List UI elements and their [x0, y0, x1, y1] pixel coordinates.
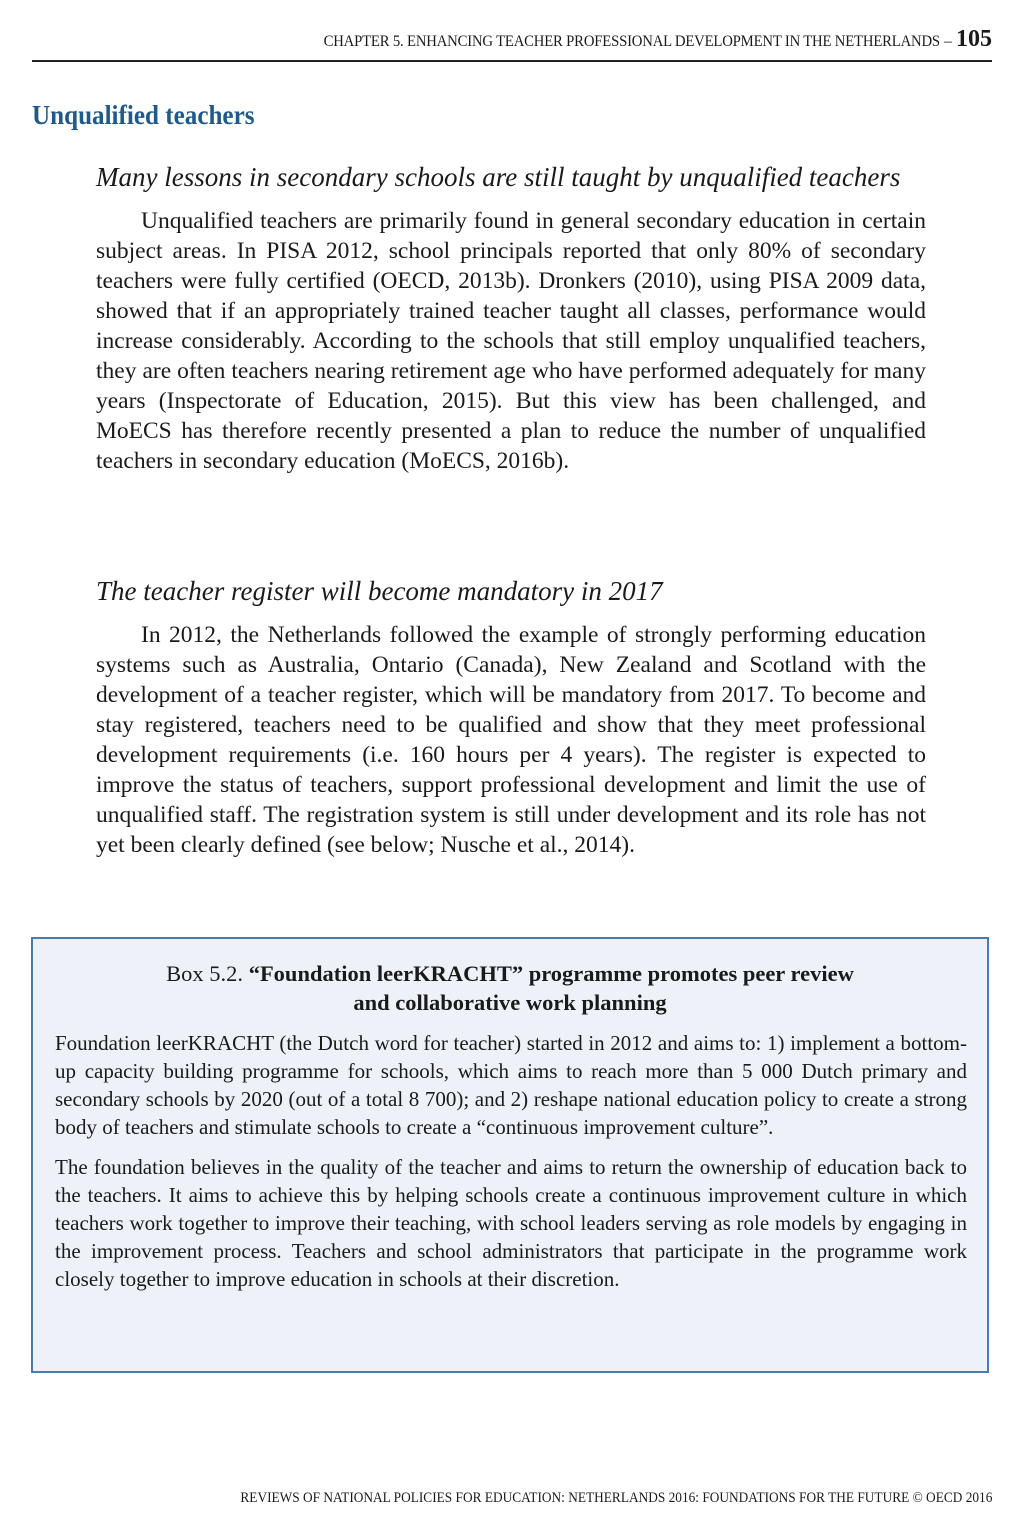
subsection-heading: The teacher register will become mandatory in 2017	[96, 576, 663, 606]
subsection-register	[96, 576, 926, 860]
box-title-line2: and collaborative work planning	[353, 990, 667, 1015]
box-title-line1: “Foundation leerKRACHT” programme promotes peer review	[248, 961, 854, 986]
subsection-unqualified	[96, 162, 926, 476]
box-paragraph: Foundation leerKRACHT (the Dutch word for teacher) started in 2012 and aims to: 1) implement a bottom-up capacity building programme for schools, which aims to reach more than 5 000 Dutch primary and secondary schools by 2020 (out of a total 8 700); and 2) reshape national education policy to create a strong body of teachers and stimulate schools to create a “continuous improvement culture”.	[55, 1031, 967, 1139]
body-paragraph: Unqualified teachers are primarily found in general secondary education in certain subject areas. In PISA 2012, school principals reported that only 80% of secondary teachers were fully certified (OECD, 2013b). Dronkers (2010), using PISA 2009 data, showed that if an appropriately trained teacher taught all classes, performance would increase considerably. According to the schools that still employ unqualified teachers, they are often teachers nearing retirement age who have performed adequately for many years (Inspectorate of Education, 2015). But this view has been challenged, and MoECS has therefore recently presented a plan to reduce the number of unqualified teachers in secondary education (MoECS, 2016b).	[96, 208, 926, 474]
page-number: 105	[956, 26, 992, 52]
header-separator: –	[940, 33, 956, 50]
subsection-heading: Many lessons in secondary schools are still taught by unqualified teachers	[96, 162, 901, 192]
section-title: Unqualified teachers	[32, 100, 255, 130]
box-5-2	[31, 937, 989, 1373]
box-paragraph: The foundation believes in the quality of the teacher and aims to return the ownership of education back to the teachers. It aims to achieve this by helping schools create a continuous improvement culture in which teachers work together to improve their teaching, with school leaders serving as role models by engaging in the improvement process. Teachers and school administrators that participate in the programme work closely together to improve education in schools at their discretion.	[55, 1155, 967, 1291]
running-header	[32, 26, 992, 62]
page-footer: REVIEWS OF NATIONAL POLICIES FOR EDUCATION: NETHERLANDS 2016: FOUNDATIONS FOR THE FUTURE © OECD 2016	[240, 1490, 992, 1506]
box-title	[33, 959, 987, 1017]
box-label: Box 5.2.	[166, 961, 249, 986]
chapter-title: CHAPTER 5. ENHANCING TEACHER PROFESSIONAL DEVELOPMENT IN THE NETHERLANDS	[323, 33, 940, 50]
body-paragraph: In 2012, the Netherlands followed the example of strongly performing education systems such as Australia, Ontario (Canada), New Zealand and Scotland with the development of a teacher register, which will be mandatory from 2017. To become and stay registered, teachers need to be qualified and show that they meet professional development requirements (i.e. 160 hours per 4 years). The register is expected to improve the status of teachers, support professional development and limit the use of unqualified staff. The registration system is still under development and its role has not yet been clearly defined (see below; Nusche et al., 2014).	[96, 622, 926, 858]
